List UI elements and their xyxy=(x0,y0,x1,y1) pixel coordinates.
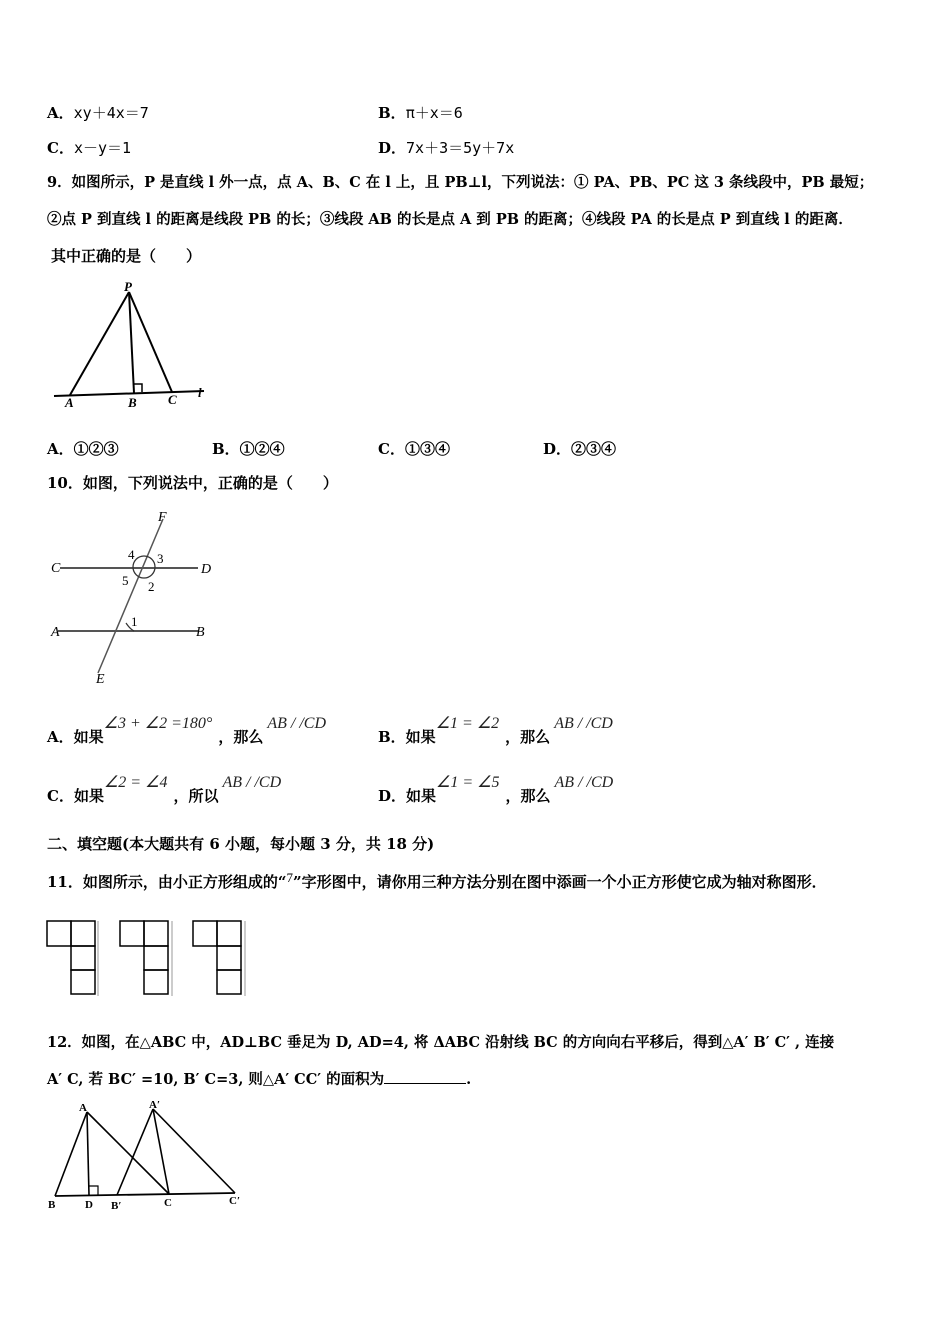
q10-stem: 10．如图，下列说法中，正确的是（ ） xyxy=(47,474,338,492)
label-l: l xyxy=(198,385,202,400)
answer-blank[interactable] xyxy=(384,1071,466,1084)
label-b: B xyxy=(128,395,137,410)
segment-pb xyxy=(129,292,134,393)
label-c2: C′ xyxy=(229,1195,241,1207)
label-a2: A′ xyxy=(149,1099,161,1111)
label-1: 1 xyxy=(131,614,138,629)
shape-2 xyxy=(120,921,168,994)
q11-stem: 11．如图所示，由小正方形组成的“7”字形图中，请你用三种方法分别在图中添画一个小正方形使它成为轴对称图形． xyxy=(47,870,827,891)
q10-option-c: C．如果∠2 = ∠4，所以AB / /CD xyxy=(47,774,282,805)
label-f: F xyxy=(158,510,167,525)
q12-stem-line1: 12．如图，在△ABC 中，AD⊥BC 垂足为 D, AD=4, 将 ΔABC 沿射线 BC 的方向向右平移后，得到△A′ B′ C′ , 连接 xyxy=(47,1034,835,1051)
segment-a2b2 xyxy=(117,1109,153,1195)
q10-option-d: D．如果∠1 = ∠5，那么AB / /CD xyxy=(378,774,614,805)
q8-option-a: A．xy＋4x＝7 xyxy=(47,104,149,122)
label-4: 4 xyxy=(128,547,135,562)
q9-option-c: C．①③④ xyxy=(378,440,450,458)
label-3: 3 xyxy=(157,551,164,566)
q9-option-a: A．①②③ xyxy=(47,440,119,458)
line-ef xyxy=(98,519,163,673)
label-5: 5 xyxy=(122,573,129,588)
q11-figure xyxy=(45,918,255,998)
q10-figure xyxy=(48,505,228,685)
q8-option-b: B．π＋x＝6 xyxy=(378,104,463,122)
line-bc2 xyxy=(55,1193,235,1196)
q8-option-d: D．7x＋3＝5y＋7x xyxy=(378,139,515,157)
segment-ad xyxy=(87,1112,89,1195)
q9-option-b: B．①②④ xyxy=(212,440,285,458)
segment-pc xyxy=(129,292,172,392)
q10-option-b: B．如果∠1 = ∠2，那么AB / /CD xyxy=(378,715,613,746)
label-b: B xyxy=(196,625,205,640)
shape-3 xyxy=(193,921,241,994)
label-a: A xyxy=(79,1102,87,1114)
label-c: C xyxy=(168,392,177,407)
label-a: A xyxy=(51,625,60,640)
label-d: D xyxy=(85,1199,93,1211)
label-a: A xyxy=(65,395,74,410)
label-d: D xyxy=(201,562,212,577)
label-p: P xyxy=(124,279,132,294)
right-angle-mark xyxy=(134,384,142,392)
label-b2: B′ xyxy=(111,1200,122,1212)
shape-1 xyxy=(47,921,95,994)
q9-figure xyxy=(48,280,218,410)
q12-figure xyxy=(45,1098,255,1213)
segment-pa xyxy=(70,292,129,395)
label-c: C xyxy=(51,561,61,576)
segment-ab xyxy=(55,1112,87,1196)
right-angle-d xyxy=(89,1186,98,1195)
q9-option-d: D．②③④ xyxy=(543,440,617,458)
q9-stem-line2: ②点 P 到直线 l 的距离是线段 PB 的长；③线段 AB 的长是点 A 到 PB 的距离；④线段 PA 的长是点 P 到直线 l 的距离． xyxy=(47,211,853,228)
q10-option-a: A．如果∠3 + ∠2 =180°，那么AB / /CD xyxy=(47,715,327,746)
label-b: B xyxy=(48,1199,56,1211)
q9-stem-line1: 9．如图所示，P 是直线 l 外一点，点 A、B、C 在 l 上，且 PB⊥l，下列说法：① PA、PB、PC 这 3 条线段中，PB 最短； xyxy=(47,174,874,191)
segment-ac xyxy=(87,1112,169,1194)
label-e: E xyxy=(96,672,105,687)
q12-stem-line2: A′ C, 若 BC′ =10, B′ C=3, 则△A′ CC′ 的面积为 . xyxy=(47,1071,472,1088)
label-c: C xyxy=(164,1197,172,1209)
segment-a2c2 xyxy=(153,1109,235,1193)
label-2: 2 xyxy=(148,579,155,594)
q8-option-c: C．x－y＝1 xyxy=(47,139,132,157)
q9-stem-line3: 其中正确的是（ ） xyxy=(51,247,202,265)
section-title: 二、填空题(本大题共有 6 小题，每小题 3 分，共 18 分) xyxy=(47,835,435,853)
